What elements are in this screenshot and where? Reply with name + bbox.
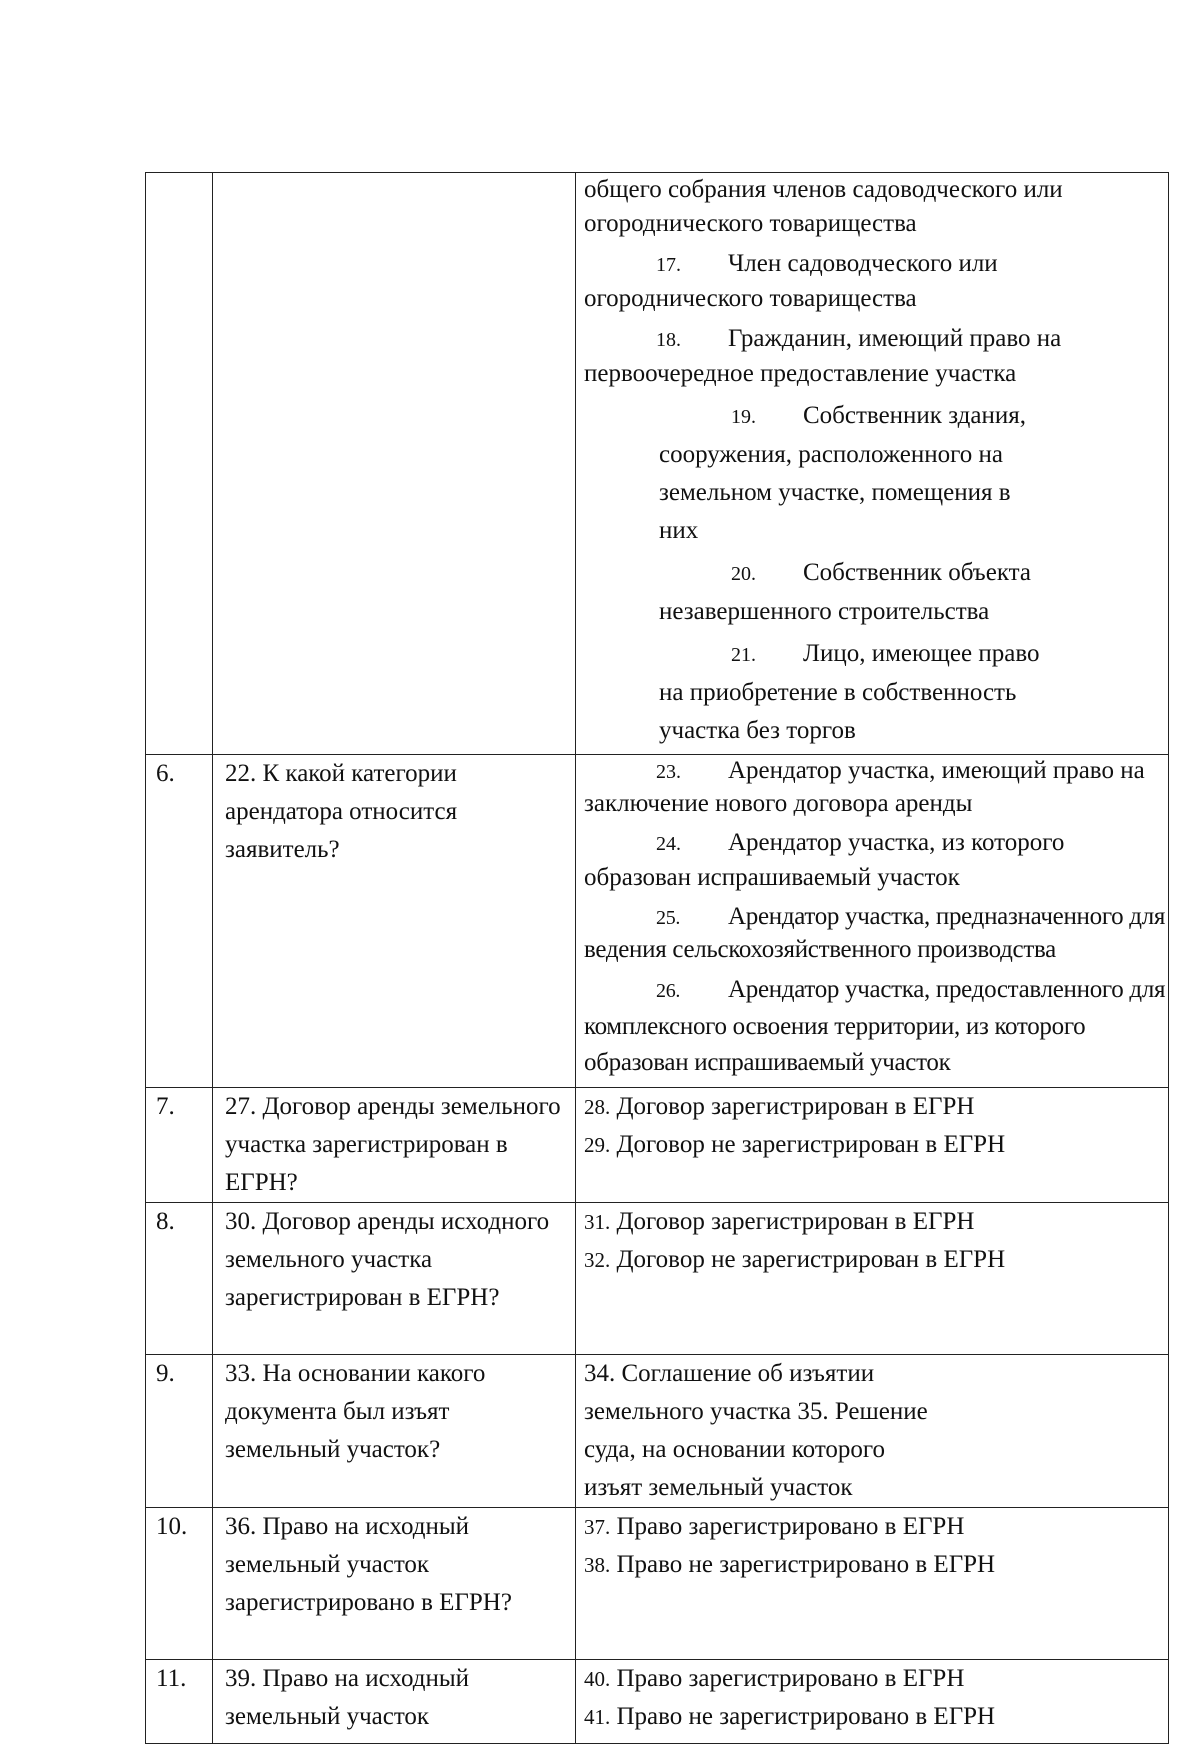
- row-number: 9.: [146, 1355, 213, 1508]
- answer-text: Арендатор участка, предназначенного для ведения сельскохозяйственного производства: [584, 903, 1166, 963]
- row-number: 6.: [146, 755, 213, 1088]
- row-number: 10.: [146, 1508, 213, 1660]
- answer-text: Договор зарегистрирован в ЕГРН: [616, 1093, 975, 1120]
- row-number: 7.: [146, 1088, 213, 1203]
- table-row: [146, 1203, 1169, 1355]
- question-cell: 33. На основании какого документа был изъят земельный участок?: [213, 1355, 576, 1508]
- answer-item: [584, 1088, 1168, 1126]
- row-number: [146, 173, 213, 755]
- table-row: [146, 173, 1169, 755]
- answer-number: 28.: [584, 1095, 611, 1119]
- table-row: [146, 1088, 1169, 1203]
- question-cell: 36. Право на исходный земельный участок зарегистрировано в ЕГРН?: [213, 1508, 576, 1660]
- answer-text: Право не зарегистрировано в ЕГРН: [616, 1551, 996, 1578]
- row-number: 8.: [146, 1203, 213, 1355]
- answer-text: Гражданин, имеющий право на первоочередное предоставление участка: [584, 325, 1062, 387]
- answer-text: 34. Соглашение об изъятии земельного участка 35. Решение суда, на основании которого изъят земельный участок: [584, 1360, 928, 1501]
- answer-number: 25.: [656, 907, 681, 929]
- answer-item: [584, 1508, 1168, 1546]
- questionnaire-table: [145, 172, 1169, 1744]
- answer-number: 17.: [656, 254, 681, 276]
- row-number: 11.: [146, 1660, 213, 1744]
- answer-number: 23.: [656, 761, 681, 783]
- question-cell: 22. К какой категории арендатора относится заявитель?: [213, 755, 576, 1088]
- answers-cell: [576, 1203, 1169, 1355]
- answer-number: 37.: [584, 1515, 611, 1539]
- answer-item: [584, 1203, 1168, 1241]
- answer-item: [584, 1241, 1168, 1279]
- answers-cell: [576, 755, 1169, 1088]
- question-cell: 30. Договор аренды исходного земельного участка зарегистрирован в ЕГРН?: [213, 1203, 576, 1355]
- question-cell: [213, 173, 576, 755]
- answer-text: Договор не зарегистрирован в ЕГРН: [616, 1246, 1006, 1273]
- table-row: [146, 1660, 1169, 1744]
- answer-item: [584, 322, 1168, 391]
- answers-cell: [576, 1088, 1169, 1203]
- answer-text: Собственник здания, сооружения, расположенного на земельном участке, помещения в них: [659, 402, 1026, 544]
- table-row: [146, 1508, 1169, 1660]
- table-row: [146, 755, 1169, 1088]
- answer-text: Член садоводческого или огороднического товарищества: [584, 250, 998, 312]
- answer-number: 21.: [731, 644, 756, 666]
- answer-text: Право не зарегистрировано в ЕГРН: [616, 1703, 996, 1730]
- answer-text: Арендатор участка, предоставленного для комплексного освоения территории, из которого образован испрашиваемый участок: [584, 976, 1166, 1076]
- answer-text: Право зарегистрировано в ЕГРН: [616, 1513, 965, 1540]
- answer-number: 31.: [584, 1210, 611, 1234]
- answer-text: Договор не зарегистрирован в ЕГРН: [616, 1131, 1006, 1158]
- answer-number: 38.: [584, 1553, 611, 1577]
- answer-text: Договор зарегистрирован в ЕГРН: [616, 1208, 975, 1235]
- answer-item: [584, 247, 1168, 316]
- answers-cell: [576, 1508, 1169, 1660]
- answer-number: 26.: [656, 980, 681, 1002]
- question-cell: 27. Договор аренды земельного участка зарегистрирован в ЕГРН?: [213, 1088, 576, 1203]
- answers-cell: [576, 1355, 1169, 1508]
- answer-number: 19.: [731, 406, 756, 428]
- answer-item: [584, 397, 1168, 550]
- answer-item: [584, 826, 1168, 895]
- answer-number: 18.: [656, 329, 681, 351]
- answer-text: Право зарегистрировано в ЕГРН: [616, 1665, 965, 1692]
- question-cell: 39. Право на исходный земельный участок: [213, 1660, 576, 1744]
- answer-item: [584, 635, 1168, 750]
- answer-text: Арендатор участка, имеющий право на заключение нового договора аренды: [584, 757, 1145, 817]
- answers-cell: [576, 1660, 1169, 1744]
- answer-text: Арендатор участка, из которого образован испрашиваемый участок: [584, 829, 1065, 891]
- answer-number: 20.: [731, 563, 756, 585]
- answer-item: [584, 972, 1168, 1081]
- answer-text: Лицо, имеющее право на приобретение в собственность участка без торгов: [659, 640, 1040, 744]
- answer-number: 32.: [584, 1248, 611, 1272]
- answer-item: [584, 1546, 1168, 1584]
- answer-item: [584, 755, 1168, 820]
- answer-number: 40.: [584, 1667, 611, 1691]
- answer-number: 24.: [656, 833, 681, 855]
- answer-continuation: общего собрания членов садоводческого или огороднического товарищества: [584, 176, 1063, 237]
- answer-item: [584, 901, 1168, 966]
- answer-item: [584, 1126, 1168, 1164]
- answer-number: 41.: [584, 1705, 611, 1729]
- answer-text: Собственник объекта незавершенного строительства: [659, 559, 1031, 625]
- answer-number: 29.: [584, 1133, 611, 1157]
- answers-cell: [576, 173, 1169, 755]
- answer-item: [584, 1698, 1168, 1736]
- answer-item: [584, 1660, 1168, 1698]
- answer-item: [584, 554, 1168, 631]
- table-row: [146, 1355, 1169, 1508]
